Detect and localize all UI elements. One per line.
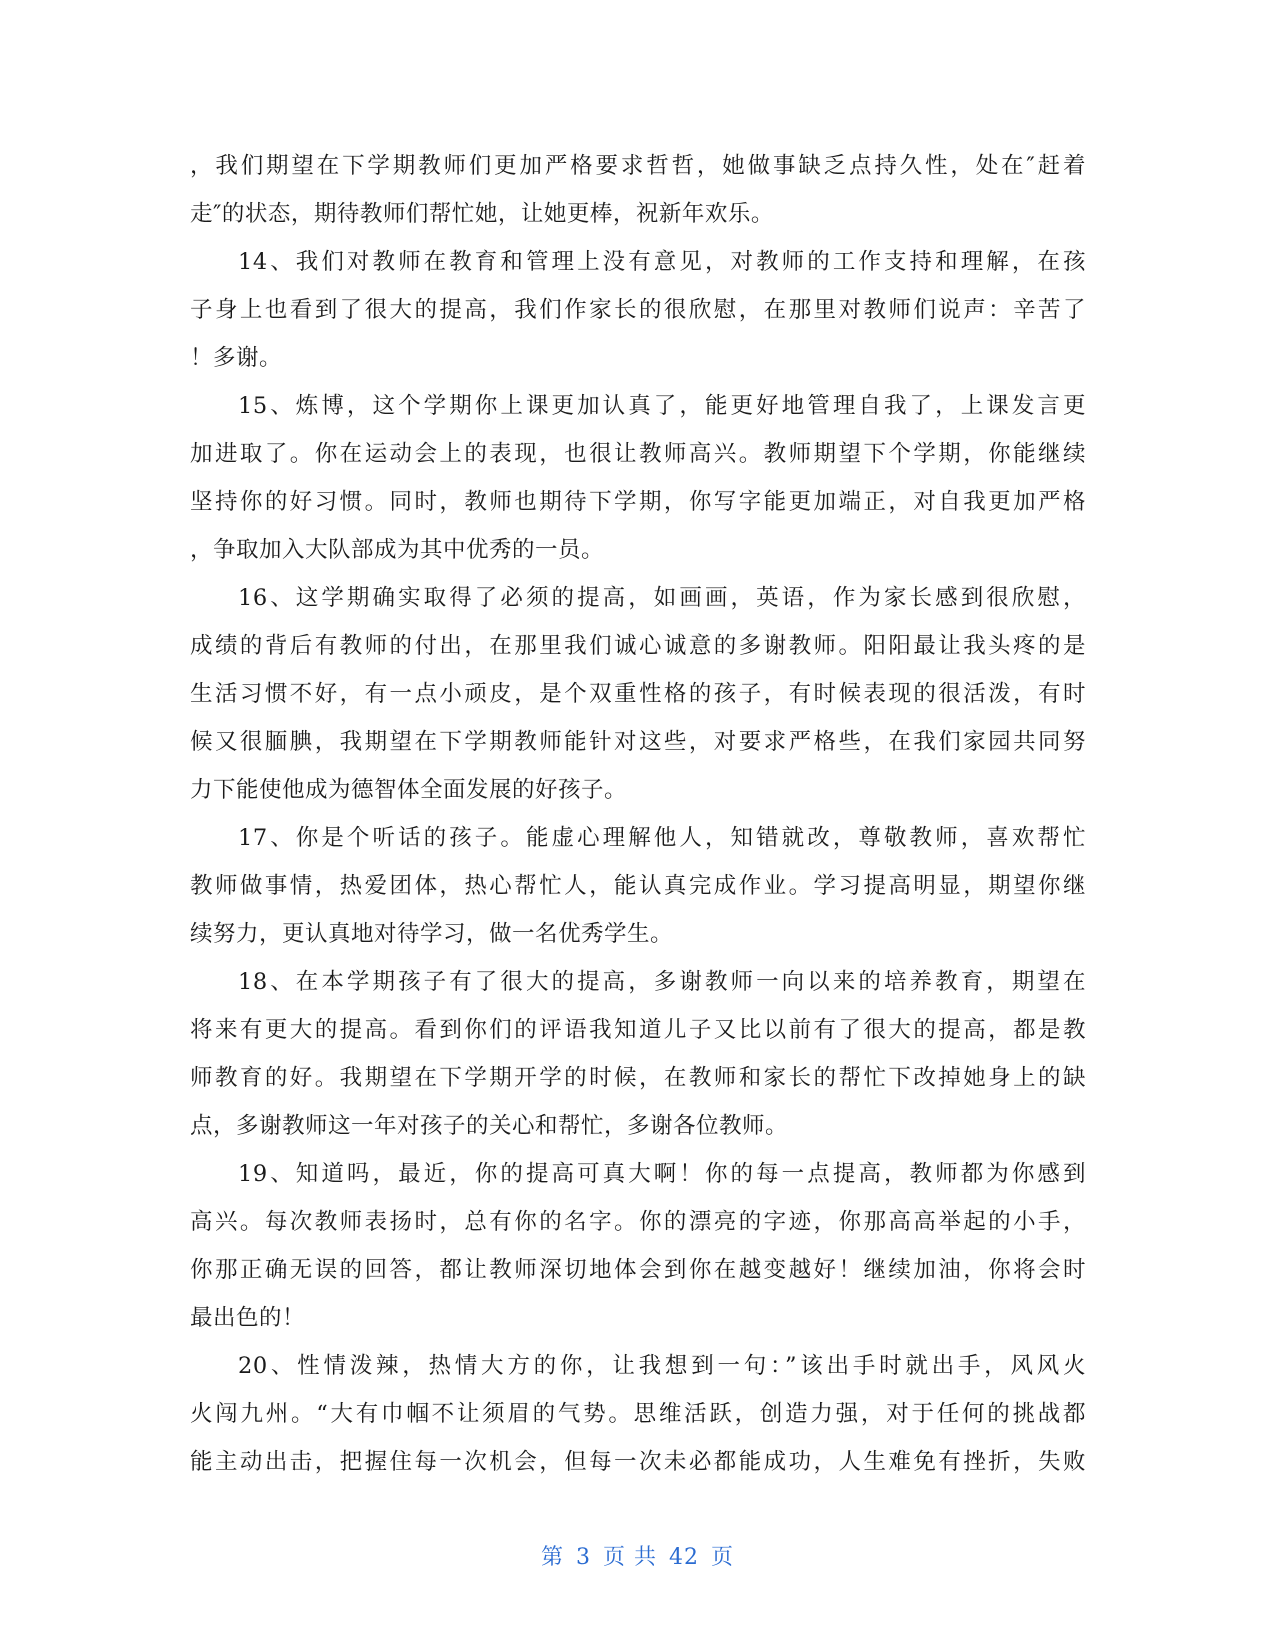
paragraph-line: ，我们期望在下学期教师们更加严格要求哲哲，她做事缺乏点持久性，处在″赶着 [190,153,1086,179]
paragraph-line: 15、炼博，这个学期你上课更加认真了，能更好地管理自我了，上课发言更 [238,393,1086,419]
paragraph [190,142,1086,238]
paragraph-line: 高兴。每次教师表扬时，总有你的名字。你的漂亮的字迹，你那高高举起的小手， [190,1209,1086,1235]
paragraph-line: 子身上也看到了很大的提高，我们作家长的很欣慰，在那里对教师们说声：辛苦了 [190,297,1086,323]
paragraph-line: 16、这学期确实取得了必须的提高，如画画，英语，作为家长感到很欣慰， [238,585,1086,611]
paragraph-line: 你那正确无误的回答，都让教师深切地体会到你在越变越好！继续加油，你将会时 [190,1257,1086,1283]
paragraph-line: 师教育的好。我期望在下学期开学的时候，在教师和家长的帮忙下改掉她身上的缺 [190,1065,1086,1091]
paragraph-line: 能主动出击，把握住每一次机会，但每一次未必都能成功，人生难免有挫折，失败 [190,1449,1086,1475]
paragraph [190,1150,1086,1342]
paragraph [190,574,1086,814]
paragraph-line: 火闯九州。“大有巾帼不让须眉的气势。思维活跃，创造力强，对于任何的挑战都 [190,1401,1086,1427]
paragraph-line: 坚持你的好习惯。同时，教师也期待下学期，你写字能更加端正，对自我更加严格 [190,489,1086,515]
paragraph [190,958,1086,1150]
paragraph-line: ！多谢。 [190,345,283,371]
paragraph [190,238,1086,382]
paragraph-line: 成绩的背后有教师的付出，在那里我们诚心诚意的多谢教师。阳阳最让我头疼的是 [190,633,1086,659]
paragraph-line: ，争取加入大队部成为其中优秀的一员。 [190,537,605,563]
footer-middle: 页 共 [603,1545,657,1570]
paragraph-line: 20、性情泼辣，热情大方的你，让我想到一句：”该出手时就出手，风风火 [238,1353,1086,1379]
footer-prefix: 第 [540,1545,564,1570]
document-body [190,142,1086,1486]
paragraph-line: 最出色的！ [190,1305,306,1331]
paragraph-line: 点，多谢教师这一年对孩子的关心和帮忙，多谢各位教师。 [190,1113,789,1139]
paragraph-line: 续努力，更认真地对待学习，做一名优秀学生。 [190,921,674,947]
footer-suffix: 页 [711,1545,735,1570]
paragraph-line: 教师做事情，热爱团体，热心帮忙人，能认真完成作业。学习提高明显，期望你继 [190,873,1086,899]
page-footer [0,1540,1275,1571]
paragraph [190,814,1086,958]
paragraph-line: 候又很腼腆，我期望在下学期教师能针对这些，对要求严格些，在我们家园共同努 [190,729,1086,755]
paragraph-line: 18、在本学期孩子有了很大的提高，多谢教师一向以来的培养教育，期望在 [238,969,1086,995]
paragraph-line: 生活习惯不好，有一点小顽皮，是个双重性格的孩子，有时候表现的很活泼，有时 [190,681,1086,707]
paragraph [190,382,1086,574]
paragraph-line: 走″的状态，期待教师们帮忙她，让她更棒，祝新年欢乐。 [190,201,774,227]
footer-total-pages: 42 [669,1545,699,1570]
paragraph-line: 19、知道吗，最近，你的提高可真大啊！你的每一点提高，教师都为你感到 [238,1161,1086,1187]
paragraph-line: 17、你是个听话的孩子。能虚心理解他人，知错就改，尊敬教师，喜欢帮忙 [238,825,1086,851]
paragraph-line: 14、我们对教师在教育和管理上没有意见，对教师的工作支持和理解，在孩 [238,249,1086,275]
paragraph-line: 加进取了。你在运动会上的表现，也很让教师高兴。教师期望下个学期，你能继续 [190,441,1086,467]
paragraph [190,1342,1086,1486]
paragraph-line: 力下能使他成为德智体全面发展的好孩子。 [190,777,628,803]
paragraph-line: 将来有更大的提高。看到你们的评语我知道儿子又比以前有了很大的提高，都是教 [190,1017,1086,1043]
footer-page-number: 3 [576,1545,591,1570]
